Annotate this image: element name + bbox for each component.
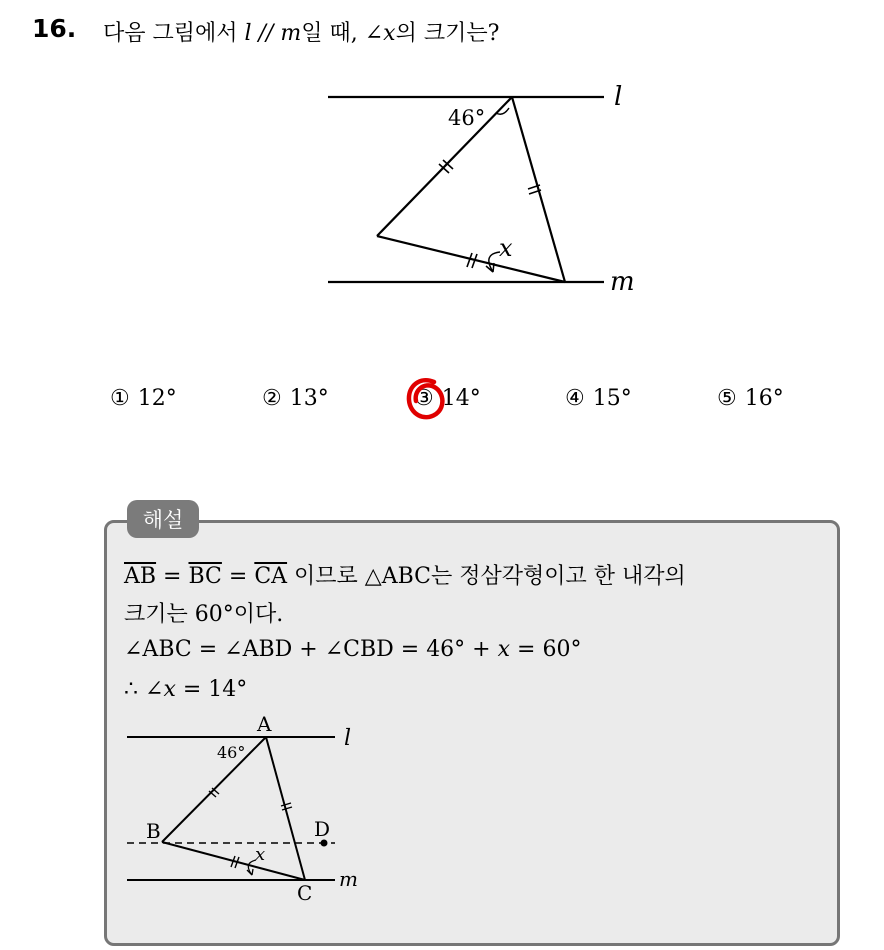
solution-text: 이므로 △ABC는 정삼각형이고 한 내각의 — [287, 564, 686, 589]
segment-bc: $\overline{BC}$ — [188, 564, 222, 589]
angle-variable: x — [383, 21, 396, 46]
question-text-part: 일 때, ∠ — [301, 21, 384, 46]
choice-mark: ② — [262, 386, 282, 411]
choice-mark: ① — [110, 386, 130, 411]
choice-mark: ⑤ — [717, 386, 737, 411]
choice-mark: ④ — [565, 386, 585, 411]
solution-line-m-label: m — [339, 867, 358, 891]
point-c-label: C — [297, 881, 313, 905]
choice-value: 13° — [289, 386, 329, 411]
solution-line-l-label: l — [344, 726, 352, 751]
line-m-label: m — [610, 267, 635, 297]
choice-value: 14° — [441, 386, 481, 411]
choice-value: 12° — [137, 386, 177, 411]
solution-tag: 해설 — [127, 500, 199, 538]
point-a-label: A — [257, 712, 272, 736]
solution-angle-x: x — [255, 844, 266, 865]
line-m-label: m — [280, 21, 302, 46]
equals-sign: = — [156, 564, 189, 589]
parallel-symbol: // — [251, 21, 281, 46]
line-l-label: l — [614, 82, 623, 112]
answer-text: = 14° — [175, 677, 248, 702]
choice-value: 16° — [744, 386, 784, 411]
angle-label-x: x — [499, 234, 513, 262]
question-text-part: 의 크기는? — [395, 21, 500, 46]
angle-variable: x — [163, 677, 176, 702]
angle-label-46: 46° — [448, 106, 486, 130]
question-number: 16. — [32, 14, 77, 43]
angle-variable: x — [497, 637, 511, 662]
segment-ca: $\overline{CA}$ — [254, 564, 288, 589]
solution-angle-46: 46° — [217, 743, 246, 762]
solution-line-2: 크기는 60°이다. — [124, 602, 284, 627]
choice-value: 15° — [592, 386, 632, 411]
line-l-label: l — [244, 21, 252, 46]
therefore-text: ∴ ∠ — [124, 677, 164, 702]
point-b-label: B — [146, 819, 161, 843]
point-d-label: D — [314, 817, 331, 841]
question-text-part: 다음 그림에서 — [103, 21, 245, 46]
choice-mark: ③ — [414, 386, 434, 411]
segment-ab: $\overline{AB}$ — [124, 564, 157, 589]
equals-sign: = — [221, 564, 255, 589]
solution-equation-end: = 60° — [510, 637, 582, 662]
solution-equation: ∠ABC = ∠ABD + ∠CBD = 46° + — [124, 637, 498, 662]
